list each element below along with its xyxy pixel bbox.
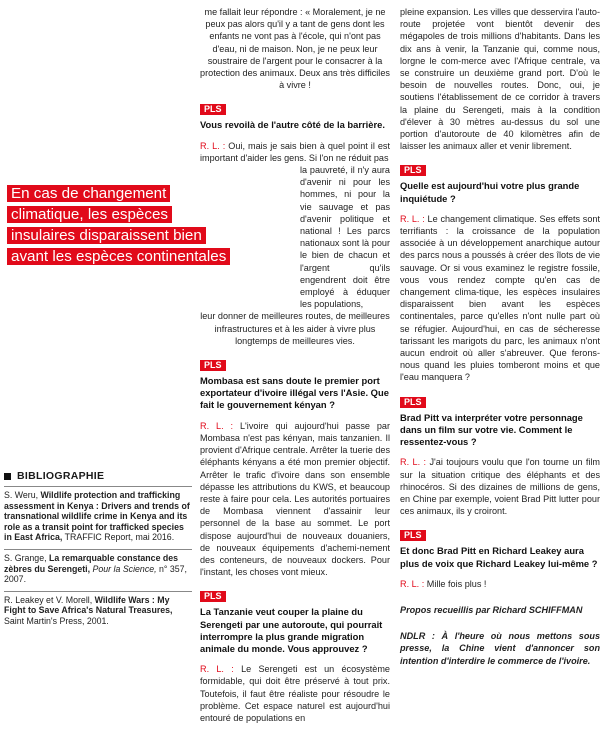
pls-tag: PLS <box>200 360 226 371</box>
answer: R. L. : L'ivoire qui aujourd'hui passe par Mombasa n'est pas kényan, mais tanzanien. Il provient d'Afrique centrale. Arrêter la tuerie des éléphants kényans a été mon premier objectif. Arrêter le trafic d'ivoire dans son ensemble dépasse les attributions du KWS, et beaucoup reste à faire pour cela. Les autorités portuaires de Mombasa viennent d'assainir leur personnel de la base au sommet. Le port dispose aujourd'hui de nouveaux douaniers, de nouveaux équipements d'achemi-nement des conteneurs, de nouveaux dockers. Pour l'instant, les choses vont mieux. <box>200 420 390 578</box>
paragraph: me fallait leur répondre : « Moralement, je ne peux pas alors qu'il y a tant de gens dont les enfants ne vont pas à l'école, qui n'ont pas d'eau, ni de maison. Non, je ne peux leur soustraire de l'argent pour le consacrer à la protection des animaux. Deux ans très difficiles à vivre ! <box>200 7 390 91</box>
speaker-label: R. L. : <box>200 140 226 151</box>
pls-tag: PLS <box>400 165 426 176</box>
question: La Tanzanie veut couper la plaine du Serengeti par une autoroute, qui pourrait interrompre la plus grande migration animale du monde. Vous approuvez ? <box>200 606 383 654</box>
square-bullet-icon <box>4 473 11 480</box>
pull-quote-line: En cas de changement <box>7 185 170 202</box>
question: Vous revoilà de l'autre côté de la barrière. <box>200 119 385 131</box>
answer: R. L. : Le changement climatique. Ses effets sont terrifiants : la croissance de la population associée à un développement anarchique autour des parcs nous a poussés à créer des îlots de vie sauvage. Or si vous examinez le registre fossile, vous vous rendez compte qu'en cas de changement clima-tique, les espèces insulaires disparaissent bien avant les espèces continentales, parce qu'elles n'ont nulle part où se réfugier. Aujourd'hui, en cas de sécheresse tarissant les marigots du parc, les animaux n'ont aucun endroit où aller s'abreuver. Que ferons-nous quand les pluies tomberont moins et que l'eau manquera ? <box>400 213 600 383</box>
bibliography <box>4 470 192 633</box>
answer: R. L. : J'ai toujours voulu que l'on tourne un film sur la situation critique des éléphants et des rhinocéros. Si des dizaines de millions de gens, en Chine par exemple, voient Brad Pitt lutter pour ces animaux, ils y croiront. <box>400 457 601 517</box>
pls-tag: PLS <box>200 104 226 115</box>
speaker-label: R. L. : <box>200 664 234 675</box>
speaker-label: R. L. : <box>400 578 425 589</box>
bibliography-heading: BIBLIOGRAPHIE <box>4 470 192 482</box>
speaker-label: R. L. : <box>400 457 427 468</box>
answer: R. L. : Mille fois plus ! <box>400 578 487 589</box>
question: Quelle est aujourd'hui votre plus grande inquiétude ? <box>400 180 580 204</box>
question: Et donc Brad Pitt en Richard Leakey aura plus de voix que Richard Leakey lui-même ? <box>400 545 598 569</box>
bibliography-entry: S. Weru, Wildlife protection and trafficking assessment in Kenya : Drivers and trends of transnational wildlife crime in Kenya and its role as a transit point for trafficked species in East Africa, TRAFFIC Report, mai 2016. <box>4 486 192 549</box>
answer: R. L. : Oui, mais je sais bien à quel point il est important d'aider les gens. Si l'on ne réduit pas <box>200 140 390 163</box>
pls-tag: PLS <box>200 591 226 602</box>
interview-credit: Propos recueillis par Richard SCHIFFMAN <box>400 604 583 615</box>
pls-tag: PLS <box>400 530 426 541</box>
question: Mombasa est sans doute le premier port exportateur d'ivoire illégal vers l'Asie. Que fait le gouvernement kényan ? <box>200 375 389 411</box>
answer: R. L. : Le Serengeti est un écosystème formidable, qui doit être préservé à tout prix. Toutefois, il faut être réaliste pour résoudre le problème. Cet espace naturel est aujourd'hui entouré de populations en <box>200 664 390 723</box>
pull-quote-line: avant les espèces continentales <box>7 248 230 265</box>
question: Brad Pitt va interpréter votre personnage dans un film sur votre vie. Comment le ressentez-vous ? <box>400 411 583 448</box>
speaker-label: R. L. : <box>400 213 425 224</box>
answer-end: leur donner de meilleures routes, de meilleures infrastructures et à les aider à vivre plus longtemps de meilleures vies. <box>200 311 390 346</box>
paragraph: pleine expansion. Les villes que desservira l'auto-route projetée vont bientôt devenir des mégapoles de trois millions d'habitants. Dans les dix ans à venir, la Tanzanie qui, comme nous, lorgne le com-merce avec l'Afrique centrale, va se construire un deuxième grand port. D'où le besoin de nouvelles routes. Donc, oui, je soutiens l'établissement de ce corridor à travers la plaine du Serengeti, mais à la condition d'élever à 30 mètres au-dessus du sol une portion d'autoroute de 40 kilomètres afin de laisser les animaux aller et venir librement. <box>400 7 600 152</box>
pull-quote-line: insulaires disparaissent bien <box>7 227 206 244</box>
middle-column <box>200 0 390 724</box>
editor-note: NDLR : À l'heure où nous mettons sous presse, la Chine vient d'annoncer son intention d'interdire le commerce de l'ivoire. <box>400 631 601 666</box>
bibliography-entry: S. Grange, La remarquable constance des zèbres du Serengeti, Pour la Science, n° 357, 2007. <box>4 549 192 591</box>
pull-quote-line: climatique, les espèces <box>7 206 172 223</box>
pls-tag: PLS <box>400 397 426 408</box>
right-column <box>400 0 600 667</box>
speaker-label: R. L. : <box>200 420 234 431</box>
answer-wrap: la pauvreté, il n'y aura d'avenir ni pour les hommes, ni pour la vie sauvage et pas d'avenir politique et national ! Les parcs nationaux sont là pour le bien de chacun et l'argent qu'ils engendrent doit être employé à éduquer les populations, <box>300 165 390 310</box>
bibliography-entry: R. Leakey et V. Morell, Wildlife Wars : My Fight to Save Africa's Natural Treasures, Saint Martin's Press, 2001. <box>4 591 192 633</box>
